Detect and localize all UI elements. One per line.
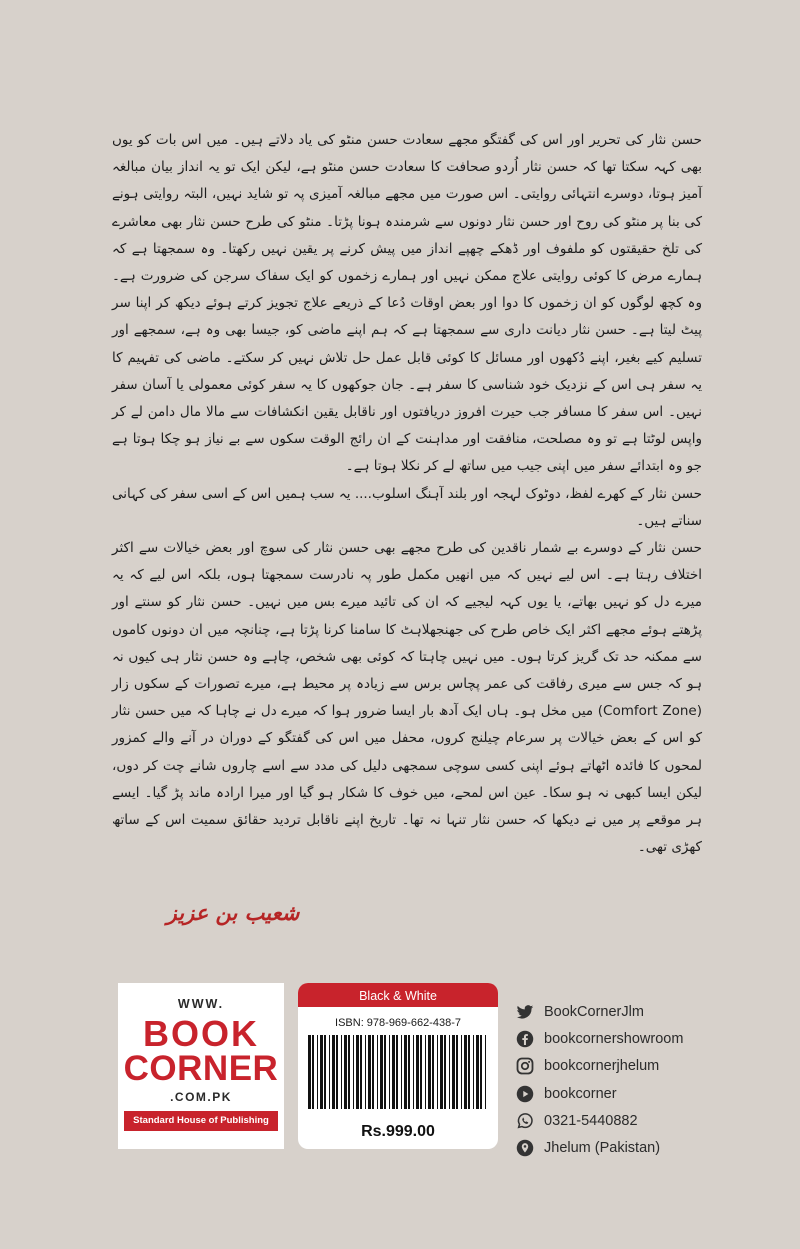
isbn-text: ISBN: 978-969-662-438-7: [335, 1017, 461, 1029]
logo-book-text: BOOK: [143, 1013, 259, 1054]
blurb-paragraph-2: حسن نثار کے کھرے لفظ، دوٹوک لہجہ اور بلند آہنگ اسلوب.... یہ سب ہمیں اس کے اسی سفر کی کہانی سناتے ہیں۔: [112, 485, 702, 529]
instagram-icon: [516, 1057, 534, 1075]
publisher-logo: [118, 983, 284, 1149]
contact-facebook: [516, 1025, 736, 1052]
whatsapp-icon: [516, 1112, 534, 1130]
barcode-card: [298, 983, 498, 1149]
contact-whatsapp-text: 0321-5440882: [544, 1112, 638, 1129]
twitter-icon: [516, 1003, 534, 1021]
youtube-icon: [516, 1085, 534, 1103]
contact-instagram-text: bookcornerjhelum: [544, 1058, 660, 1075]
logo-corner-text: CORNER: [123, 1049, 279, 1088]
contact-twitter-text: BookCornerJlm: [544, 1003, 644, 1020]
contact-list: [516, 998, 736, 1162]
blurb-paragraph-1: حسن نثار کی تحریر اور اس کی گفتگو مجھے سعادت حسن منٹو کی یاد دلاتے ہیں۔ میں اس بات کو یوں بھی کہہ سکتا تھا کہ حسن نثار اُردو صحافت کا سعادت حسن منٹو ہے، لیکن ایک تو یہ انداز بیان مبالغہ آمیز ہوتا، دوسرے انتہائی روایتی۔ اس صورت میں مجھے مبالغہ آمیزی پہ تو شاید نہیں، البتہ روایتی ہونے کی بنا پر منٹو کی روح اور حسن نثار دونوں سے شرمندہ ہونا پڑتا۔ منٹو کی طرح حسن نثار بھی معاشرے کی تلخ حقیقتوں کو ملفوف اور ڈھکے چھپے انداز میں پیش کرنے پر یقین نہیں رکھتا۔ وہ سمجھتا ہے کہ ہمارے مرض کا کوئی روایتی علاج ممکن نہیں اور ہمارے زخموں کو ایک سفاک سرجن کی ضرورت ہے۔ وہ کچھ لوگوں کو ان زخموں کا دوا اور بعض اوقات دُعا کے ذریعے علاج تجویز کرتے ہوئے دیکھ کر اپنا سر پیٹ لیتا ہے۔ حسن نثار دیانت داری سے سمجھتا ہے کہ ہم اپنے ماضی کو، جیسا بھی وہ ہے، سمجھے اور تسلیم کیے بغیر، اپنے دُکھوں اور مسائل کا کوئی قابل عمل حل تلاش نہیں کر سکتے۔ ماضی کی تفہیم کا یہ سفر ہی اس کے نزدیک خود شناسی کا سفر ہے۔ جان جوکھوں کا یہ سفر کوئی معمولی یا آسان سفر نہیں۔ اس سفر کا مسافر جب حیرت افروز دریافتوں اور ناقابل یقین انکشافات سے مالا مال دامن لے کر واپس لوٹتا ہے تو وہ مصلحت، منافقت اور مداہنت کے ان رائج الوقت سکوں سے بے نیاز ہو چکا ہوتا ہے جو وہ ابتدائے سفر میں اپنی جیب میں ساتھ لے کر نکلا ہوتا ہے۔: [112, 132, 702, 475]
price-text: Rs.999.00: [361, 1123, 435, 1140]
contact-location: [516, 1134, 736, 1161]
author-signature: شعیب بن عزیز: [166, 900, 300, 925]
contact-location-text: Jhelum (Pakistan): [544, 1140, 661, 1157]
blurb-paragraph-3: حسن نثار کے دوسرے بے شمار ناقدین کی طرح مجھے بھی حسن نثار کی سوچ اور بعض خیالات سے اکثر اختلاف رہتا ہے۔ اس لیے نہیں کہ میں انھیں مکمل طور پہ نادرست سمجھتا ہوں، بلکہ اس لیے کہ یہ میرے دل کو نہیں بھاتے، یا یوں کہہ لیجیے کہ ان کی تائید میرے بس میں نہیں۔ حسن نثار کو سنتے اور پڑھتے ہوئے مجھے اکثر ایک خاص طرح کی جھنجھلاہٹ کا سامنا کرنا پڑتا ہے، چنانچہ میں ان دونوں کاموں سے ممکنہ حد تک گریز کرتا ہوں۔ میں نہیں چاہتا کہ کوئی بھی شخص، چاہے وہ حسن نثار ہی کیوں نہ ہو کہ جس سے میری رفاقت کی عمر پچاس برس سے زیادہ پر محیط ہے، میرے تصورات کے سکوں زار (Comfort Zone) میں مخل ہو۔ ہاں ایک آدھ بار ایسا ضرور ہوا کہ میرے دل نے چاہا کہ میں حسن نثار کو اس کے بعض خیالات پر سرعام چیلنج کروں، محفل میں اس کی گفتگو کے دوران در آنے والے کمزور لمحوں کا فائدہ اٹھاتے ہوئے اپنی کسی سوچی سمجھی دلیل کی مدد سے اسے چاروں شانے چت کر دوں، لیکن ایسا کبھی نہ ہو سکا۔ عین اس لمحے، میں خوف کا شکار ہو گیا اور میرا ارادہ ماند پڑ گیا۔ ایسے ہر موقعے پر میں نے دیکھا کہ حسن نثار تنہا نہ تھا۔ تاریخ اپنے ناقابل تردید حقائق سمیت اس کے ساتھ کھڑی تھی۔: [112, 540, 702, 856]
contact-instagram: [516, 1053, 736, 1080]
contact-youtube-text: bookcorner: [544, 1085, 617, 1102]
edition-label: Black & White: [298, 983, 498, 1007]
contact-youtube: [516, 1080, 736, 1107]
location-pin-icon: [516, 1139, 534, 1157]
logo-www-text: WWW.: [177, 997, 225, 1011]
logo-domain-text: .COM.PK: [170, 1090, 232, 1104]
contact-twitter: [516, 998, 736, 1025]
logo-tagline: Standard House of Publishing: [124, 1111, 278, 1131]
contact-whatsapp: [516, 1107, 736, 1134]
back-cover-blurb: [112, 127, 702, 861]
facebook-icon: [516, 1030, 534, 1048]
contact-facebook-text: bookcornershowroom: [544, 1030, 684, 1047]
barcode-image: [306, 1035, 490, 1109]
